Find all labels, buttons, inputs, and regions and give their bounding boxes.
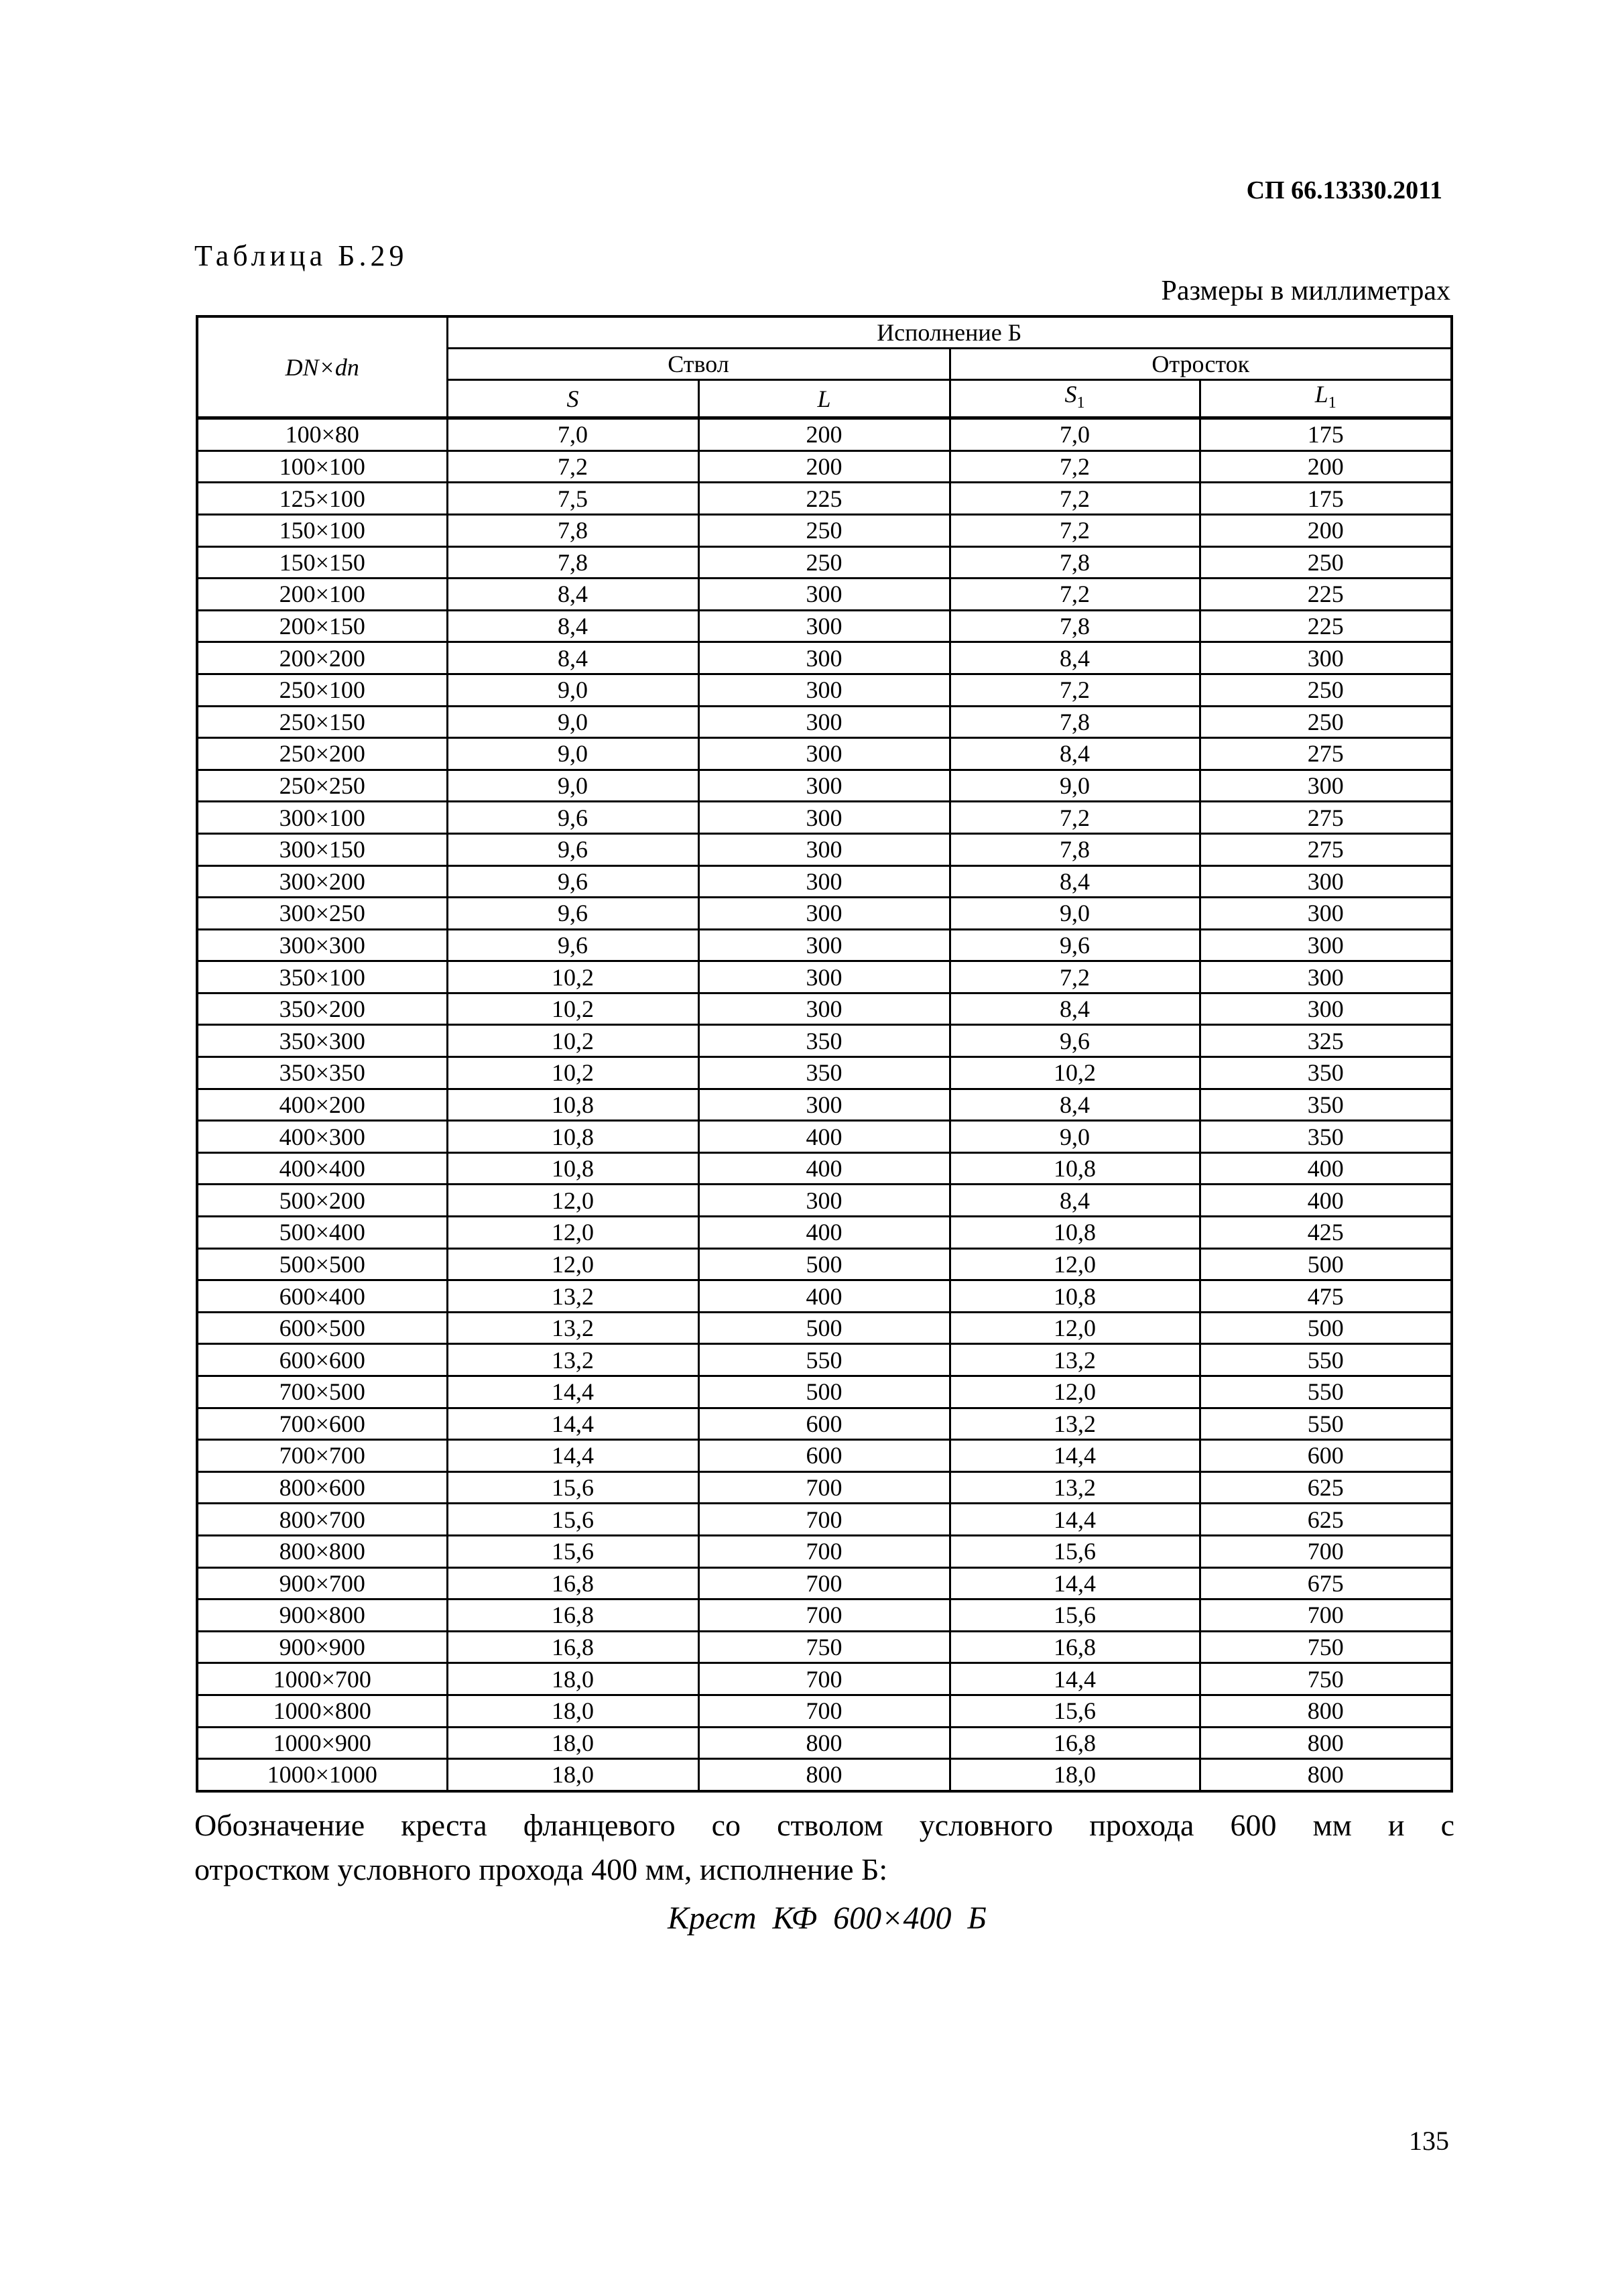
cell-dn-dn: 700×600: [197, 1408, 447, 1440]
cell-s1: 13,2: [950, 1471, 1200, 1504]
cell-s1: 18,0: [950, 1759, 1200, 1791]
cell-l1: 175: [1200, 418, 1452, 451]
cell-s: 7,2: [447, 450, 698, 483]
cell-l: 700: [698, 1599, 950, 1632]
dimensions-table: [196, 315, 1453, 1793]
table-row: [197, 961, 1452, 993]
cell-s: 8,4: [447, 610, 698, 642]
table-row: [197, 483, 1452, 515]
cell-dn-dn: 1000×1000: [197, 1759, 447, 1791]
cell-s: 7,0: [447, 418, 698, 451]
cell-l1: 750: [1200, 1631, 1452, 1663]
cell-l: 500: [698, 1248, 950, 1280]
table-row: [197, 1376, 1452, 1408]
table-row: [197, 1152, 1452, 1185]
cell-dn-dn: 150×100: [197, 514, 447, 546]
cell-l1: 750: [1200, 1663, 1452, 1695]
table-row: [197, 1121, 1452, 1153]
cell-l: 400: [698, 1152, 950, 1185]
cell-l: 700: [698, 1504, 950, 1536]
table-row: [197, 674, 1452, 706]
table-row: [197, 418, 1452, 451]
cell-l: 300: [698, 961, 950, 993]
cell-s: 15,6: [447, 1471, 698, 1504]
cell-dn-dn: 100×100: [197, 450, 447, 483]
units-note: Размеры в миллиметрах: [1161, 276, 1450, 306]
cell-s1: 9,6: [950, 1025, 1200, 1057]
header-execution-b: Исполнение Б: [447, 316, 1452, 349]
cell-s: 10,8: [447, 1121, 698, 1153]
cell-s1: 7,2: [950, 450, 1200, 483]
table-row: [197, 1057, 1452, 1089]
cell-s1: 12,0: [950, 1248, 1200, 1280]
table-row: [197, 514, 1452, 546]
designation-paragraph-line1: Обозначение креста фланцевого со стволом условного прохода 600 мм и с: [194, 1808, 1454, 1842]
cell-s: 10,2: [447, 1025, 698, 1057]
cell-dn-dn: 250×150: [197, 706, 447, 738]
cell-dn-dn: 900×700: [197, 1567, 447, 1599]
cell-dn-dn: 1000×900: [197, 1727, 447, 1759]
table-row: [197, 1312, 1452, 1344]
table-row: [197, 1217, 1452, 1249]
cell-l1: 250: [1200, 706, 1452, 738]
cell-dn-dn: 400×400: [197, 1152, 447, 1185]
cell-s: 10,2: [447, 993, 698, 1025]
table-row: [197, 865, 1452, 898]
cell-s1: 14,4: [950, 1504, 1200, 1536]
table-row: [197, 833, 1452, 865]
cell-dn-dn: 500×500: [197, 1248, 447, 1280]
cell-l1: 625: [1200, 1504, 1452, 1536]
cell-s: 14,4: [447, 1408, 698, 1440]
cell-l: 750: [698, 1631, 950, 1663]
cell-l1: 425: [1200, 1217, 1452, 1249]
cell-l: 300: [698, 610, 950, 642]
cell-l1: 350: [1200, 1089, 1452, 1121]
cell-s: 18,0: [447, 1663, 698, 1695]
cell-s1: 7,8: [950, 610, 1200, 642]
cell-dn-dn: 250×200: [197, 738, 447, 770]
cell-s: 13,2: [447, 1280, 698, 1313]
cell-s: 9,6: [447, 898, 698, 930]
cell-s: 18,0: [447, 1695, 698, 1727]
table-row: [197, 450, 1452, 483]
header-dn-dn: DN×dn: [197, 316, 447, 418]
cell-l1: 300: [1200, 961, 1452, 993]
table-row: [197, 1089, 1452, 1121]
cell-s: 15,6: [447, 1504, 698, 1536]
cell-l: 300: [698, 642, 950, 674]
cell-dn-dn: 1000×800: [197, 1695, 447, 1727]
cell-dn-dn: 300×150: [197, 833, 447, 865]
cell-dn-dn: 800×700: [197, 1504, 447, 1536]
cell-l1: 225: [1200, 610, 1452, 642]
table-row: [197, 579, 1452, 611]
cell-dn-dn: 150×150: [197, 546, 447, 579]
cell-l1: 800: [1200, 1695, 1452, 1727]
cell-dn-dn: 350×350: [197, 1057, 447, 1089]
cell-s: 9,6: [447, 929, 698, 961]
cell-l1: 200: [1200, 514, 1452, 546]
cell-dn-dn: 300×100: [197, 802, 447, 834]
cell-l1: 300: [1200, 929, 1452, 961]
cell-l1: 175: [1200, 483, 1452, 515]
cell-l1: 700: [1200, 1535, 1452, 1567]
cell-s: 12,0: [447, 1185, 698, 1217]
table-row: [197, 770, 1452, 802]
cell-l1: 300: [1200, 898, 1452, 930]
cell-dn-dn: 250×100: [197, 674, 447, 706]
cell-s1: 14,4: [950, 1440, 1200, 1472]
cell-l1: 500: [1200, 1312, 1452, 1344]
cell-l: 700: [698, 1663, 950, 1695]
cell-l1: 250: [1200, 546, 1452, 579]
cell-l: 500: [698, 1376, 950, 1408]
header-l1-main: L: [1314, 381, 1328, 408]
cell-l: 300: [698, 833, 950, 865]
table-row: [197, 610, 1452, 642]
cell-dn-dn: 800×600: [197, 1471, 447, 1504]
table-row: [197, 1567, 1452, 1599]
cell-s1: 7,8: [950, 546, 1200, 579]
cell-dn-dn: 350×300: [197, 1025, 447, 1057]
header-l1-sub: 1: [1328, 394, 1336, 412]
cell-s: 10,2: [447, 961, 698, 993]
cell-l: 700: [698, 1535, 950, 1567]
cell-dn-dn: 100×80: [197, 418, 447, 451]
cell-s: 10,2: [447, 1057, 698, 1089]
cell-s: 9,6: [447, 802, 698, 834]
cell-s1: 9,0: [950, 1121, 1200, 1153]
cell-l: 500: [698, 1312, 950, 1344]
cell-l: 300: [698, 929, 950, 961]
cell-l: 300: [698, 802, 950, 834]
cell-s1: 7,8: [950, 706, 1200, 738]
cell-l: 550: [698, 1344, 950, 1376]
table-row: [197, 1631, 1452, 1663]
cell-dn-dn: 500×200: [197, 1185, 447, 1217]
cell-s1: 7,2: [950, 674, 1200, 706]
table-row: [197, 1535, 1452, 1567]
cell-l: 300: [698, 706, 950, 738]
cell-s1: 16,8: [950, 1631, 1200, 1663]
cell-s1: 15,6: [950, 1599, 1200, 1632]
cell-dn-dn: 350×200: [197, 993, 447, 1025]
cell-s1: 16,8: [950, 1727, 1200, 1759]
header-l: L: [698, 380, 950, 418]
cell-l1: 400: [1200, 1152, 1452, 1185]
cell-dn-dn: 1000×700: [197, 1663, 447, 1695]
cell-l: 225: [698, 483, 950, 515]
cell-l: 300: [698, 1089, 950, 1121]
cell-dn-dn: 600×600: [197, 1344, 447, 1376]
table-row: [197, 1440, 1452, 1472]
designation-example: Крест КФ 600×400 Б: [668, 1900, 987, 1936]
cell-s1: 8,4: [950, 738, 1200, 770]
cell-s1: 10,8: [950, 1217, 1200, 1249]
cell-s: 10,8: [447, 1089, 698, 1121]
cell-s: 9,0: [447, 738, 698, 770]
cell-l1: 325: [1200, 1025, 1452, 1057]
cell-l: 300: [698, 993, 950, 1025]
header-s: S: [447, 380, 698, 418]
cell-s1: 8,4: [950, 642, 1200, 674]
cell-s: 9,6: [447, 865, 698, 898]
cell-s: 9,0: [447, 674, 698, 706]
cell-l1: 700: [1200, 1599, 1452, 1632]
header-l1: [1200, 380, 1452, 418]
cell-l1: 225: [1200, 579, 1452, 611]
cell-l: 250: [698, 546, 950, 579]
header-s1: [950, 380, 1200, 418]
cell-l: 800: [698, 1727, 950, 1759]
header-s1-sub: 1: [1076, 394, 1085, 412]
cell-l1: 550: [1200, 1344, 1452, 1376]
cell-l1: 675: [1200, 1567, 1452, 1599]
table-row: [197, 1025, 1452, 1057]
cell-dn-dn: 600×400: [197, 1280, 447, 1313]
cell-l: 350: [698, 1025, 950, 1057]
cell-s: 9,0: [447, 770, 698, 802]
cell-s: 13,2: [447, 1312, 698, 1344]
cell-s1: 7,8: [950, 833, 1200, 865]
cell-l: 400: [698, 1280, 950, 1313]
cell-dn-dn: 700×700: [197, 1440, 447, 1472]
cell-s: 16,8: [447, 1631, 698, 1663]
cell-s1: 12,0: [950, 1312, 1200, 1344]
table-row: [197, 929, 1452, 961]
cell-s1: 7,2: [950, 579, 1200, 611]
cell-dn-dn: 350×100: [197, 961, 447, 993]
table-title: Таблица Б.29: [194, 239, 408, 272]
cell-s1: 9,6: [950, 929, 1200, 961]
cell-l: 700: [698, 1567, 950, 1599]
cell-s: 12,0: [447, 1248, 698, 1280]
cell-dn-dn: 600×500: [197, 1312, 447, 1344]
cell-l1: 200: [1200, 450, 1452, 483]
cell-s1: 7,2: [950, 483, 1200, 515]
cell-s: 12,0: [447, 1217, 698, 1249]
cell-dn-dn: 900×800: [197, 1599, 447, 1632]
header-trunk: Ствол: [447, 349, 950, 380]
cell-l: 400: [698, 1121, 950, 1153]
table-row: [197, 706, 1452, 738]
cell-l1: 500: [1200, 1248, 1452, 1280]
cell-l: 300: [698, 865, 950, 898]
cell-l: 700: [698, 1471, 950, 1504]
cell-l1: 600: [1200, 1440, 1452, 1472]
cell-s1: 10,8: [950, 1280, 1200, 1313]
cell-s1: 14,4: [950, 1663, 1200, 1695]
cell-l1: 250: [1200, 674, 1452, 706]
cell-l: 300: [698, 898, 950, 930]
page-number: 135: [1409, 2126, 1449, 2156]
header-branch: Отросток: [950, 349, 1452, 380]
table-row: [197, 1695, 1452, 1727]
table-row: [197, 1248, 1452, 1280]
cell-dn-dn: 400×300: [197, 1121, 447, 1153]
cell-s: 14,4: [447, 1440, 698, 1472]
cell-l1: 275: [1200, 738, 1452, 770]
cell-s1: 13,2: [950, 1344, 1200, 1376]
cell-s: 9,6: [447, 833, 698, 865]
cell-dn-dn: 700×500: [197, 1376, 447, 1408]
cell-s1: 9,0: [950, 898, 1200, 930]
cell-s: 13,2: [447, 1344, 698, 1376]
table-row: [197, 1280, 1452, 1313]
table-body: [197, 418, 1452, 1791]
cell-s1: 13,2: [950, 1408, 1200, 1440]
cell-s: 16,8: [447, 1599, 698, 1632]
document-code: СП 66.13330.2011: [1246, 176, 1442, 204]
cell-s: 7,8: [447, 546, 698, 579]
table-row: [197, 1504, 1452, 1536]
cell-l1: 800: [1200, 1759, 1452, 1791]
cell-s1: 7,2: [950, 961, 1200, 993]
cell-s: 8,4: [447, 642, 698, 674]
cell-dn-dn: 300×250: [197, 898, 447, 930]
cell-l1: 300: [1200, 865, 1452, 898]
cell-dn-dn: 200×100: [197, 579, 447, 611]
cell-l: 300: [698, 579, 950, 611]
cell-l1: 625: [1200, 1471, 1452, 1504]
table-row: [197, 1471, 1452, 1504]
cell-l: 300: [698, 674, 950, 706]
cell-s1: 15,6: [950, 1535, 1200, 1567]
table-row: [197, 1727, 1452, 1759]
cell-l1: 275: [1200, 833, 1452, 865]
cell-l1: 300: [1200, 993, 1452, 1025]
table-row: [197, 1663, 1452, 1695]
cell-l1: 300: [1200, 770, 1452, 802]
cell-l: 350: [698, 1057, 950, 1089]
cell-dn-dn: 125×100: [197, 483, 447, 515]
cell-s1: 15,6: [950, 1695, 1200, 1727]
cell-s: 10,8: [447, 1152, 698, 1185]
table-row: [197, 1408, 1452, 1440]
cell-l: 300: [698, 1185, 950, 1217]
table-row: [197, 738, 1452, 770]
cell-l: 700: [698, 1695, 950, 1727]
table-row: [197, 1599, 1452, 1632]
cell-s1: 12,0: [950, 1376, 1200, 1408]
cell-s1: 8,4: [950, 1089, 1200, 1121]
cell-dn-dn: 800×800: [197, 1535, 447, 1567]
table-row: [197, 1759, 1452, 1791]
cell-dn-dn: 250×250: [197, 770, 447, 802]
cell-l: 400: [698, 1217, 950, 1249]
cell-l: 200: [698, 418, 950, 451]
cell-l1: 350: [1200, 1057, 1452, 1089]
table-row: [197, 1344, 1452, 1376]
cell-dn-dn: 300×300: [197, 929, 447, 961]
cell-dn-dn: 200×150: [197, 610, 447, 642]
cell-l: 800: [698, 1759, 950, 1791]
cell-l1: 550: [1200, 1376, 1452, 1408]
cell-s: 7,5: [447, 483, 698, 515]
header-s1-main: S: [1064, 381, 1077, 408]
cell-s1: 10,2: [950, 1057, 1200, 1089]
cell-s1: 14,4: [950, 1567, 1200, 1599]
cell-s1: 8,4: [950, 993, 1200, 1025]
cell-l: 250: [698, 514, 950, 546]
table-row: [197, 898, 1452, 930]
cell-s1: 10,8: [950, 1152, 1200, 1185]
cell-s: 16,8: [447, 1567, 698, 1599]
cell-l1: 475: [1200, 1280, 1452, 1313]
cell-dn-dn: 900×900: [197, 1631, 447, 1663]
table-row: [197, 546, 1452, 579]
cell-s1: 8,4: [950, 865, 1200, 898]
cell-s: 18,0: [447, 1759, 698, 1791]
cell-s1: 7,2: [950, 802, 1200, 834]
cell-l: 200: [698, 450, 950, 483]
cell-dn-dn: 200×200: [197, 642, 447, 674]
cell-s: 7,8: [447, 514, 698, 546]
cell-l: 300: [698, 770, 950, 802]
cell-s: 15,6: [447, 1535, 698, 1567]
cell-l: 600: [698, 1440, 950, 1472]
cell-l1: 275: [1200, 802, 1452, 834]
table-row: [197, 642, 1452, 674]
cell-s: 18,0: [447, 1727, 698, 1759]
cell-l1: 400: [1200, 1185, 1452, 1217]
cell-s1: 8,4: [950, 1185, 1200, 1217]
cell-s: 9,0: [447, 706, 698, 738]
cell-dn-dn: 300×200: [197, 865, 447, 898]
cell-s1: 7,2: [950, 514, 1200, 546]
cell-l1: 350: [1200, 1121, 1452, 1153]
designation-paragraph-line2: отростком условного прохода 400 мм, исполнение Б:: [194, 1852, 888, 1886]
cell-s1: 7,0: [950, 418, 1200, 451]
cell-l1: 550: [1200, 1408, 1452, 1440]
cell-s: 8,4: [447, 579, 698, 611]
table-row: [197, 802, 1452, 834]
cell-s: 14,4: [447, 1376, 698, 1408]
cell-l: 300: [698, 738, 950, 770]
cell-l1: 800: [1200, 1727, 1452, 1759]
cell-l: 600: [698, 1408, 950, 1440]
cell-l1: 300: [1200, 642, 1452, 674]
table-row: [197, 993, 1452, 1025]
cell-dn-dn: 400×200: [197, 1089, 447, 1121]
table-row: [197, 1185, 1452, 1217]
cell-s1: 9,0: [950, 770, 1200, 802]
cell-dn-dn: 500×400: [197, 1217, 447, 1249]
